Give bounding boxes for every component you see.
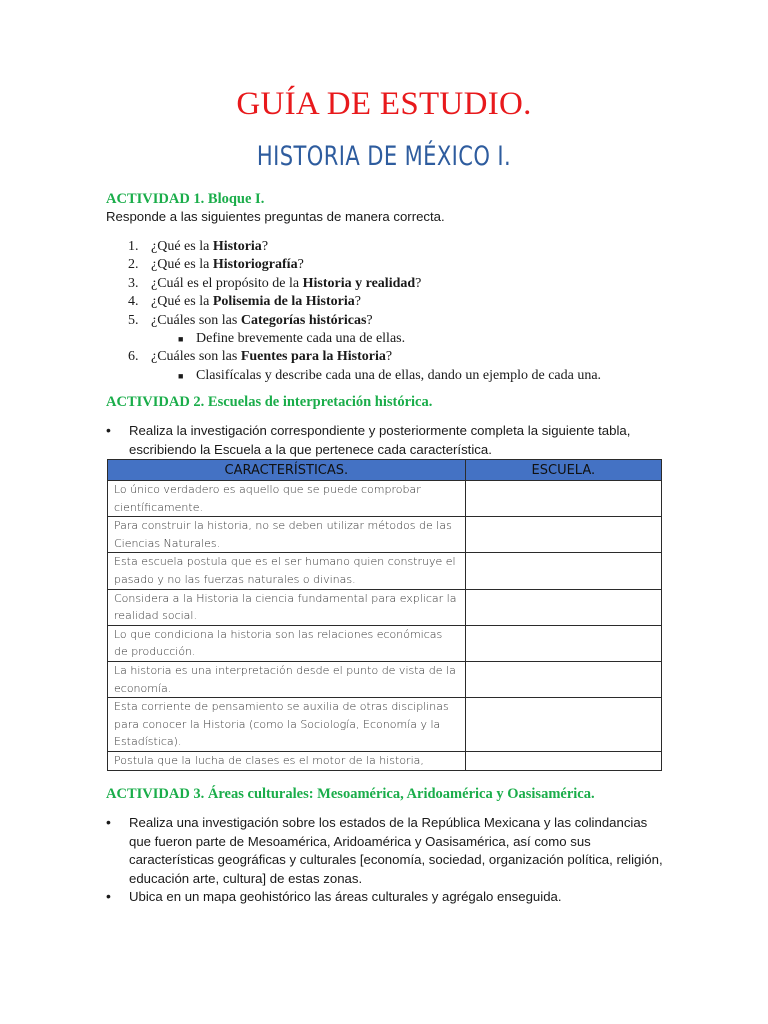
question-term: Historia (212, 239, 262, 254)
table-header-row (108, 460, 662, 481)
question-text: ¿Cuál es el propósito de la (151, 275, 303, 291)
question-item (106, 256, 706, 274)
question-text: ¿Cuáles son las (151, 312, 241, 328)
square-bullet-icon: ■ (178, 334, 184, 345)
question-term: Polisemia de la Historia (212, 294, 355, 310)
question-mark: ? (297, 257, 304, 273)
characteristic-cell: Lo único verdadero es aquello que se puede comprobar científicamente. (108, 481, 466, 517)
question-mark: ? (385, 349, 393, 365)
table-row (108, 751, 662, 770)
question-number: 2. (128, 257, 139, 273)
school-cell[interactable] (465, 751, 661, 770)
schools-table (107, 459, 662, 771)
table-row (108, 625, 662, 661)
sub-instruction-text: Clasifícalas y describe cada una de ellas, dando un ejemplo de cada una. (196, 367, 602, 383)
question-text: ¿Qué es la (151, 257, 213, 273)
characteristic-cell: Considera a la Historia la ciencia fundamental para explicar la realidad social. (108, 589, 466, 625)
header-school: ESCUELA. (465, 460, 661, 481)
square-bullet-icon: ■ (178, 370, 184, 381)
question-text: ¿Cuáles son las (151, 349, 241, 365)
sub-instruction-text: Define brevemente cada una de ellas. (196, 331, 406, 347)
activity-3-heading: ACTIVIDAD 3. Áreas culturales: Mesoamérica, Aridoamérica y Oasisamérica. (106, 786, 595, 802)
bullet-text: Realiza la investigación correspondiente y posteriormente completa la siguiente tabla, escribiendo la Escuela a la que pertenece cada característica. (129, 423, 631, 457)
question-item (106, 348, 706, 366)
page-subtitle: HISTORIA DE MÉXICO I. (256, 141, 512, 172)
activity-2-bullets (106, 422, 666, 459)
table-row (108, 553, 662, 589)
bullet-text: Realiza una investigación sobre los estados de la República Mexicana y las colindancias que fueron parte de Mesoamérica, Aridoamérica y Oasisamérica, así como sus características geográficas y culturales [economía, sociedad, organización política, religión, educación arte, cultura] de estas zonas. (129, 815, 663, 886)
activity-1-instruction: Responde a las siguientes preguntas de manera correcta. (106, 209, 445, 224)
characteristic-cell: Lo que condiciona la historia son las relaciones económicas de producción. (108, 625, 466, 661)
table-row (108, 517, 662, 553)
bullet-item (106, 422, 666, 459)
characteristic-cell: Para construir la historia, no se deben utilizar métodos de las Ciencias Naturales. (108, 517, 466, 553)
bullet-item (106, 814, 666, 888)
table-row (108, 661, 662, 697)
header-characteristics: CARACTERÍSTICAS. (108, 460, 466, 481)
question-mark: ? (415, 275, 422, 291)
characteristic-cell: Esta corriente de pensamiento se auxilia de otras disciplinas para conocer la Historia (como la Sociología, Economía y la Estadística). (108, 698, 466, 752)
question-mark: ? (366, 312, 373, 328)
question-number: 3. (128, 275, 139, 291)
school-cell[interactable] (465, 589, 661, 625)
school-cell[interactable] (465, 517, 661, 553)
question-term: Categorías históricas (240, 312, 367, 328)
bullet-icon: • (106, 888, 111, 905)
table-row (108, 698, 662, 752)
question-mark: ? (354, 294, 361, 310)
school-cell[interactable] (465, 698, 661, 752)
characteristic-cell: La historia es una interpretación desde el punto de vista de la economía. (108, 661, 466, 697)
table-row (108, 481, 662, 517)
question-number: 5. (128, 312, 139, 328)
school-cell[interactable] (465, 661, 661, 697)
sub-instruction (106, 330, 706, 348)
question-term: Fuentes para la Historia (240, 349, 386, 365)
activity-1-heading: ACTIVIDAD 1. Bloque I. (106, 191, 265, 207)
bullet-icon: • (106, 814, 111, 830)
table-row (108, 589, 662, 625)
bullet-icon: • (106, 422, 111, 438)
bullet-text: Ubica en un mapa geohistórico las áreas culturales y agrégalo enseguida. (129, 889, 562, 905)
activity-3-bullets (106, 814, 666, 907)
question-item (106, 238, 706, 256)
question-item (106, 293, 706, 311)
question-list (106, 238, 706, 385)
page-title: GUÍA DE ESTUDIO. (236, 86, 532, 122)
characteristic-cell: Esta escuela postula que es el ser humano quien construye el pasado y no las fuerzas naturales o divinas. (108, 553, 466, 589)
question-number: 6. (128, 349, 139, 365)
question-number: 1. (128, 239, 139, 254)
question-number: 4. (128, 294, 139, 310)
sub-instruction (106, 367, 706, 385)
school-cell[interactable] (465, 625, 661, 661)
question-mark: ? (261, 239, 269, 254)
question-item (106, 275, 706, 293)
question-term: Historiografía (212, 257, 298, 273)
question-text: ¿Qué es la (151, 239, 213, 254)
question-text: ¿Qué es la (151, 294, 213, 310)
activity-2-heading: ACTIVIDAD 2. Escuelas de interpretación histórica. (106, 394, 433, 410)
question-term: Historia y realidad (302, 275, 416, 291)
school-cell[interactable] (465, 553, 661, 589)
question-item (106, 312, 706, 330)
bullet-item (106, 888, 666, 907)
school-cell[interactable] (465, 481, 661, 517)
characteristic-cell: Postula que la lucha de clases es el motor de la historia, (108, 751, 466, 770)
